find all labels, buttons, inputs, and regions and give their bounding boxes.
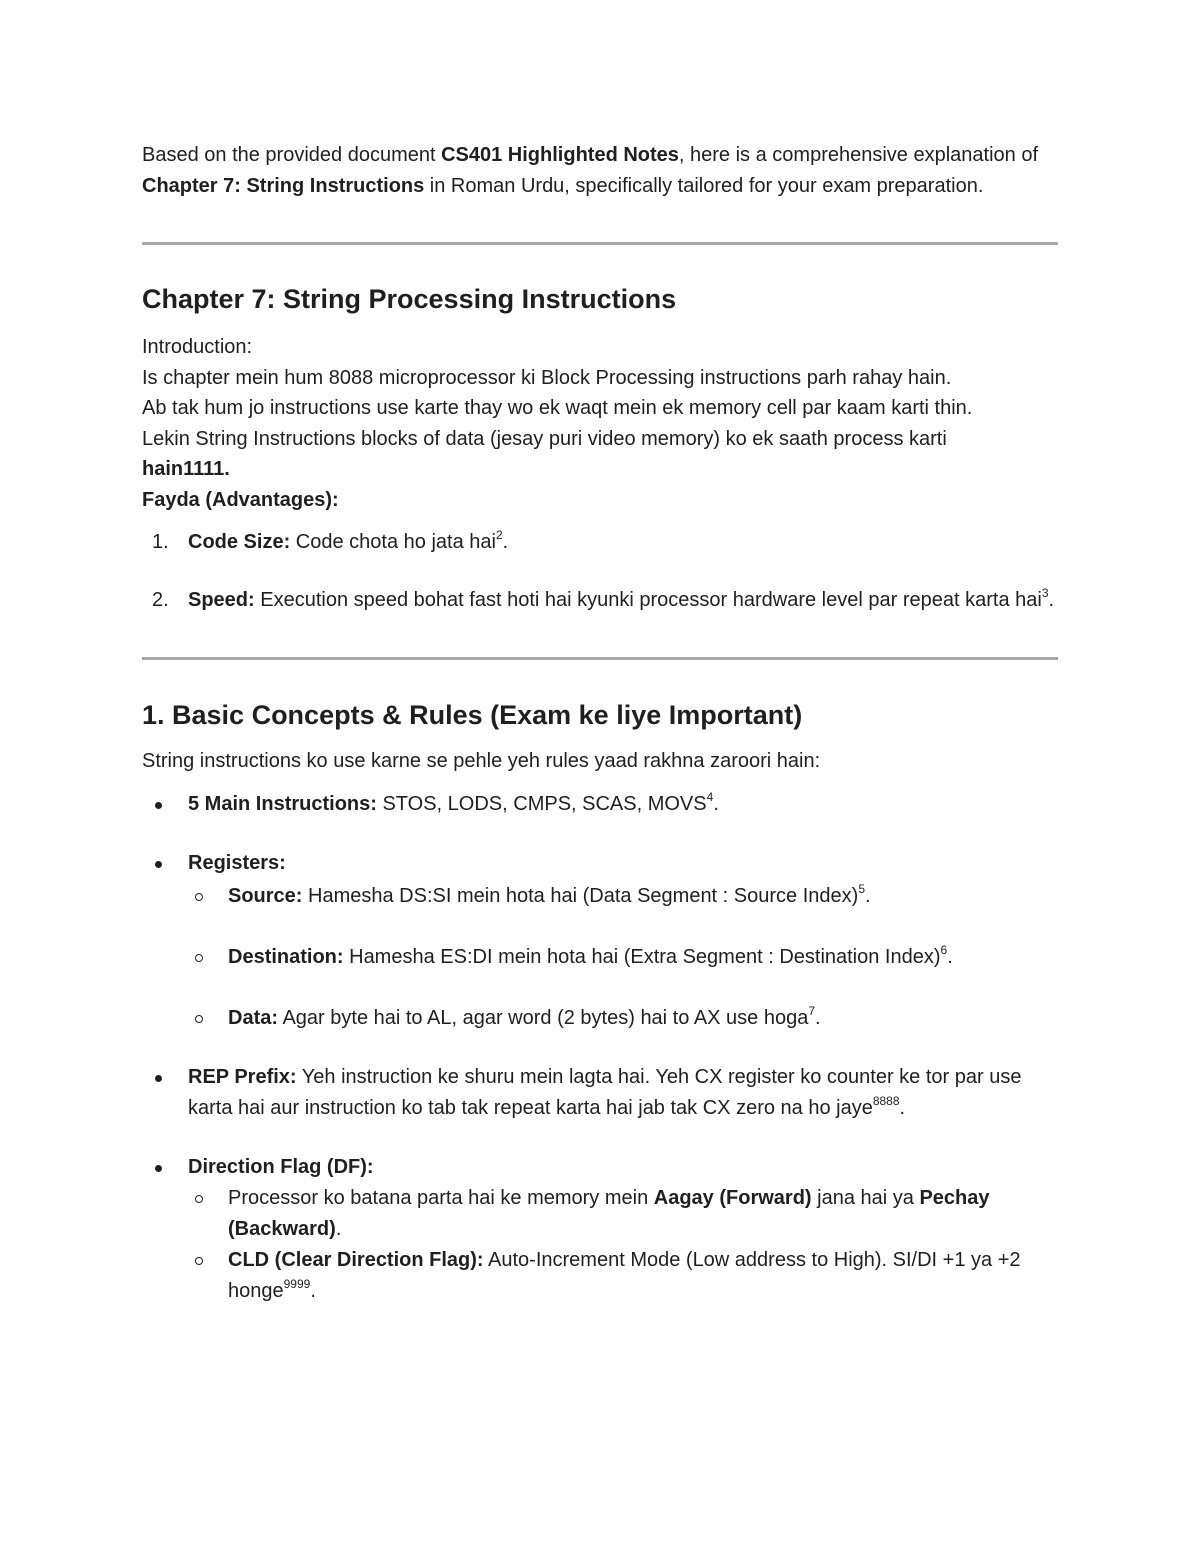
direction-flag-sublist [188,1183,1058,1307]
advantages-label [142,485,1058,516]
item-label: Speed: [188,589,255,611]
intro-paragraph [142,140,1042,201]
item-label: 5 Main Instructions: [188,793,377,815]
item-label: Code Size: [188,531,291,553]
introduction-line: Lekin String Instructions blocks of data (jesay puri video memory) ko ek saath process karti [142,427,947,450]
item-label: Destination: [228,946,344,968]
list-item [142,527,1058,558]
backward-label: Pechay (Backward) [228,1187,990,1240]
intro-text: in Roman Urdu, specifically tailored for your exam preparation. [424,174,984,197]
list-item [142,848,1058,1034]
list-item [142,585,1058,616]
horizontal-divider [142,657,1058,660]
bullet-icon [155,861,162,868]
rules-list [142,789,1058,1307]
list-number: 2. [152,589,169,611]
item-text: Code chota ho jata hai [290,531,496,553]
item-label: REP Prefix: [188,1066,297,1088]
hollow-bullet-icon [195,893,203,901]
footnote-ref: 6 [940,943,948,957]
list-number: 1. [152,531,169,553]
item-end: . [1048,589,1055,611]
section-heading: 1. Basic Concepts & Rules (Exam ke liye Important) [142,700,803,730]
item-text: Execution speed bohat fast hoti hai kyunki processor hardware level par repeat karta hai [254,589,1042,611]
sub-list-item [188,1003,1058,1034]
sub-list-item [188,881,1058,912]
item-text: Yeh instruction ke shuru mein lagta hai. Yeh CX register ko counter ke tor par use karta hai aur instruction ko tab tak repeat karta hai jab tak CX zero na ho jaye [188,1066,1022,1119]
bullet-icon [155,802,162,809]
item-label: Data: [228,1007,279,1029]
sub-list-item [188,1245,1058,1307]
footnote-ref: 4 [706,790,714,804]
intro-text: Based on the provided document [142,144,442,166]
item-label: Registers: [188,852,286,874]
item-end: . [713,793,719,815]
item-end: . [899,1097,906,1119]
introduction-line [142,454,1058,485]
footnote-ref: 5 [858,882,865,896]
hollow-bullet-icon [195,954,203,962]
advantages-label-text: Fayda (Advantages): [142,488,339,511]
item-label: Direction Flag (DF): [188,1156,374,1178]
bullet-icon [155,1075,162,1082]
chapter-heading: Chapter 7: String Processing Instructions [142,284,677,314]
sub-list-item [188,1183,1008,1245]
registers-sublist [188,881,1058,1034]
hollow-bullet-icon [195,1195,203,1203]
advantages-list [142,527,1058,616]
item-end: . [947,946,953,968]
hollow-bullet-icon [195,1257,203,1265]
sub-list-item [188,942,1058,973]
list-item [142,1062,1058,1124]
footnote-ref: 3 [1041,586,1049,600]
item-text: STOS, LODS, CMPS, SCAS, MOVS [376,793,707,815]
footnote-ref: 8888 [872,1094,900,1108]
item-text: Hamesha ES:DI mein hota hai (Extra Segment : Destination Index) [343,946,941,968]
list-item [142,1152,1058,1307]
item-text: jana hai ya [811,1187,920,1209]
horizontal-divider [142,242,1058,245]
section-lead: String instructions ko use karne se pehle yeh rules yaad rakhna zaroori hain: [142,750,821,772]
list-item [142,789,1058,820]
item-end: . [865,885,871,907]
item-end: . [502,531,509,553]
chapter-name: Chapter 7: String Instructions [142,174,425,197]
item-label: CLD (Clear Direction Flag): [228,1249,484,1271]
footnote-ref: 7 [808,1004,816,1018]
introduction-label: Introduction: [142,336,253,358]
item-end: . [335,1218,342,1240]
forward-label: Aagay (Forward) [653,1187,812,1209]
bullet-icon [155,1165,162,1172]
item-text: Auto-Increment Mode (Low address to High). SI/DI +1 ya +2 honge [228,1249,1021,1302]
footnote-ref: 2 [495,528,503,542]
item-end: . [310,1280,316,1302]
document-name: CS401 Highlighted Notes [441,144,679,166]
item-text: Processor ko batana parta hai ke memory mein [228,1187,654,1209]
item-text: Hamesha DS:SI mein hota hai (Data Segment : Source Index) [302,885,859,907]
item-end: . [815,1007,821,1029]
introduction-line: Is chapter mein hum 8088 microprocessor ki Block Processing instructions parh rahay hain. [142,366,952,389]
item-label: Source: [228,885,303,907]
hollow-bullet-icon [195,1015,203,1023]
introduction-line-end: hain1111. [142,458,230,480]
introduction-line: Ab tak hum jo instructions use karte thay wo ek waqt mein ek memory cell par kaam karti thin. [142,397,973,419]
intro-text: , here is a comprehensive explanation of [678,144,1039,166]
item-text: Agar byte hai to AL, agar word (2 bytes) hai to AX use hoga [278,1007,809,1029]
footnote-ref: 9999 [283,1277,311,1291]
